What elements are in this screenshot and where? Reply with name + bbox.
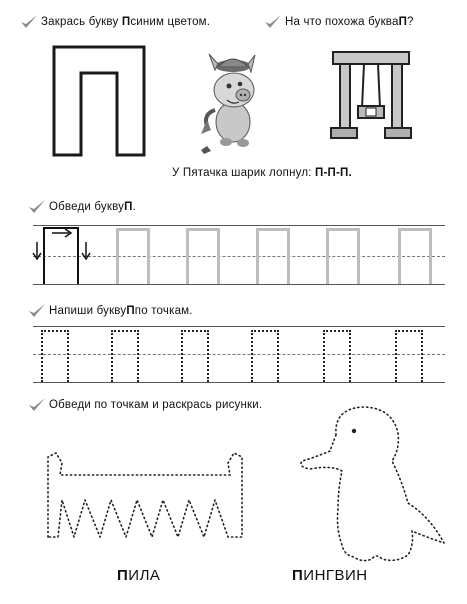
dotted-writing-band [33,326,445,384]
caption-text: У Пятачка шарик лопнул: [172,167,316,179]
arrow-down-icon [32,241,42,261]
task-what-looks-like [264,14,414,30]
dotted-penguin-drawing[interactable] [296,405,448,565]
dotted-letter-pe[interactable] [395,330,423,382]
task-letter: П [124,201,133,213]
ruling-line [33,326,445,327]
checkmark-icon [28,397,46,413]
caption-sound: П-П-П. [315,167,352,179]
task-text-rest: ? [407,16,414,28]
dotted-letter-pe[interactable] [181,330,209,382]
task-text-rest: по точкам. [134,305,193,317]
word-pingvin [292,567,368,584]
dotted-letter-pe[interactable] [111,330,139,382]
swing-illustration [330,50,412,144]
checkmark-icon [264,14,282,30]
arrow-right-icon [51,228,73,238]
trace-letter-pe[interactable] [326,228,360,284]
checkmark-icon [28,303,46,319]
task-letter: П [398,16,408,28]
word-first-letter: П [117,567,129,584]
trace-letter-pe[interactable] [116,228,150,284]
ruling-line [33,382,445,383]
trace-writing-band [33,225,445,287]
midline [33,256,445,257]
task-text: Закрась букву [41,16,119,28]
task-text: На что похожа буква [285,16,399,28]
task-text: Напиши букву [49,305,127,317]
task-letter: П [126,305,135,317]
word-rest: ИЛА [128,567,161,584]
dotted-letter-pe[interactable] [251,330,279,382]
task-colour-letter [20,14,210,30]
task-text-rest: . [132,201,136,213]
task-text: Обведи по точкам и раскрась рисунки. [49,399,263,411]
dotted-saw-drawing[interactable] [34,445,252,545]
trace-letter-pe[interactable] [256,228,290,284]
midline [33,354,445,355]
dotted-letter-pe[interactable] [323,330,351,382]
task-letter: П [121,16,131,28]
word-first-letter: П [292,567,304,584]
trace-letter-pe[interactable] [186,228,220,284]
word-pila [117,567,160,584]
big-letter-pe-outline[interactable] [52,45,146,157]
task-trace-letter [28,199,136,215]
trace-letter-pe[interactable] [398,228,432,284]
task-trace-pictures [28,397,262,413]
caption-piglet [172,167,352,179]
word-rest: ИНГВИН [303,567,368,584]
ruling-line [33,284,445,285]
task-text: Обведи букву [49,201,125,213]
task-text-rest: синим цветом. [130,16,211,28]
dotted-letter-pe[interactable] [41,330,69,382]
penguin-eye [352,429,356,433]
ruling-line [33,225,445,226]
checkmark-icon [28,199,46,215]
arrow-down-icon [81,241,91,261]
task-write-letter [28,303,193,319]
checkmark-icon [20,14,38,30]
piglet-illustration [193,50,271,160]
